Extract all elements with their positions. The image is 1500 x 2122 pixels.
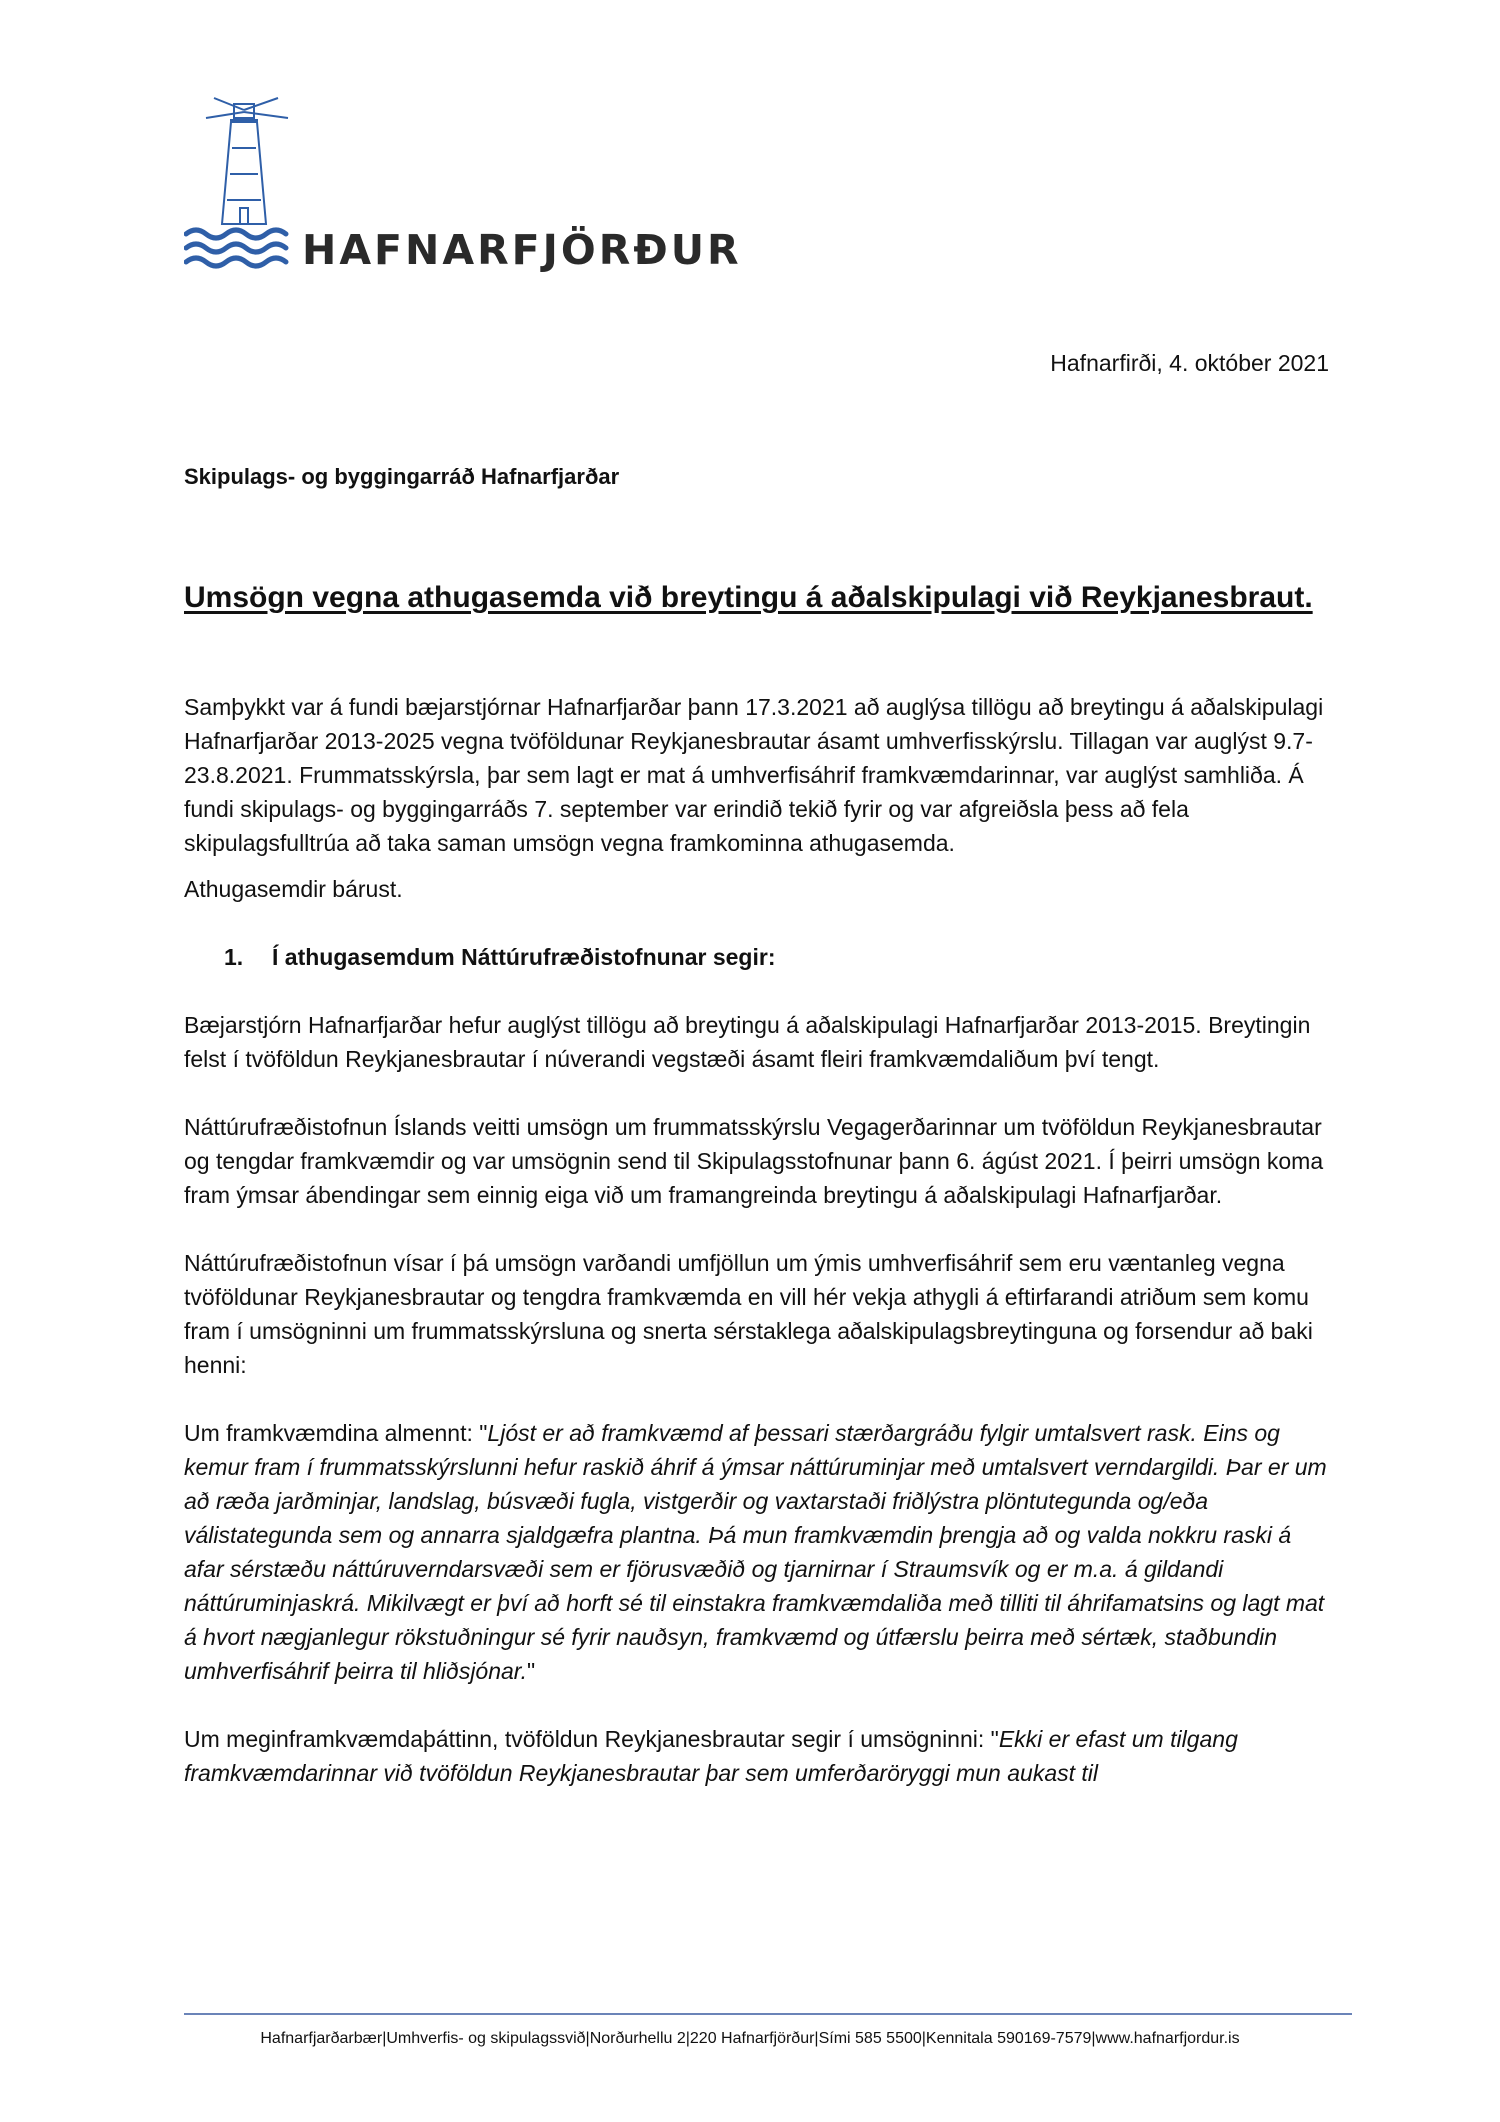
paragraph-main-component-quote [184,1722,1334,1790]
list-heading-text: Í athugasemdum Náttúrufræðistofnunar segir: [272,944,776,970]
quote-text: Ekki er efast um tilgang framkvæmdarinnar við tvöföldun Reykjanesbrautar þar sem umferðaröryggi mun aukast til [184,1726,1238,1786]
recipient: Skipulags- og byggingarráð Hafnarfjarðar [184,464,620,489]
footer-contact: Hafnarfjarðarbær|Umhverfis- og skipulagssvið|Norðurhellu 2|220 Hafnarfjörður|Sími 585 5500|Kennitala 590169-7579|www.hafnarfjordur.is [260,2030,1240,2047]
paragraph-comments-received: Athugasemdir bárust. [184,876,403,902]
letter-body [184,690,1334,1790]
logo-wordmark: HAFNARFJÖRÐUR [302,226,742,274]
quote-lead: Um meginframkvæmdaþáttinn, tvöföldun Reykjanesbrautar segir í umsögninni: " [184,1726,999,1752]
hafnarfjordur-logo [184,96,742,286]
quote-text: Ljóst er að framkvæmd af þessari stærðargráðu fylgir umtalsvert rask. Eins og kemur fram í frummatsskýrslunni hefur raskið áhrif á ýmsar náttúruminjar með umtalsvert verndargildi. Þar er um að ræða jarðminjar, landslag, búsvæði fugla, vistgerðir og vaxtarstaði friðlýstra plöntutegunda og/eða válistategunda sem og annarra sjaldgæfra plantna. Þá mun framkvæmdin þrengja að og valda nokkru raski á afar sérstæðu náttúruverndarsvæði sem er fjörusvæðið og tjarnirnar í Straumsvík og er m.a. á gildandi náttúruminjaskrá. Mikilvægt er því að horft sé til einstakra framkvæmdaliða með tilliti til áhrifamatsins og lagt mat á hvort nægjanlegur rökstuðningur sé fyrir nauðsyn, framkvæmd og útfærslu þeirra með sértæk, staðbundin umhverfisáhrif þeirra til hliðsjónar. [184,1420,1327,1684]
paragraph-intro: Samþykkt var á fundi bæjarstjórnar Hafnarfjarðar þann 17.3.2021 að auglýsa tillögu að breytingu á aðalskipulagi Hafnarfjarðar 2013-2025 vegna tvöföldunar Reykjanesbrautar ásamt umhverfisskýrslu. Tillagan var auglýst 9.7-23.8.2021. Frummatsskýrsla, þar sem lagt er mat á umhverfisáhrif framkvæmdarinnar, var auglýst samhliða. Á fundi skipulags- og byggingarráðs 7. september var erindið tekið fyrir og var afgreiðsla þess að fela skipulagsfulltrúa að taka saman umsögn vegna framkominna athugasemda. [184,694,1324,856]
paragraph-review: Náttúrufræðistofnun Íslands veitti umsögn um frummatsskýrslu Vegagerðarinnar um tvöföldun Reykjanesbrautar og tengdar framkvæmdir og var umsögnin send til Skipulagsstofnunar þann 6. ágúst 2021. Í þeirri umsögn koma fram ýmsar ábendingar sem einnig eiga við um framangreinda breytingu á aðalskipulagi Hafnarfjarðar. [184,1114,1324,1208]
lighthouse-icon [184,96,304,286]
paragraph-reference: Náttúrufræðistofnun vísar í þá umsögn varðandi umfjöllun um ýmis umhverfisáhrif sem eru væntanleg vegna tvöföldunar Reykjanesbrautar og tengdra framkvæmda en vill hér vekja athygli á eftirfarandi atriðum sem komu fram í umsögninni um frummatsskýrsluna og snerta sérstaklega aðalskipulagsbreytinguna og forsendur að baki henni: [184,1250,1313,1378]
quote-lead: Um framkvæmdina almennt: " [184,1420,488,1446]
letter-date: Hafnarfirði, 4. október 2021 [1050,350,1329,376]
paragraph-proposal: Bæjarstjórn Hafnarfjarðar hefur auglýst tillögu að breytingu á aðalskipulagi Hafnarfjarðar 2013-2015. Breytingin felst í tvöföldun Reykjanesbrautar í núverandi vegstæði ásamt fleiri framkvæmdaliðum því tengt. [184,1012,1311,1072]
list-number: 1. [224,944,244,970]
list-heading [184,940,1334,974]
quote-close: " [527,1658,536,1684]
paragraph-general-quote [184,1416,1334,1688]
footer-divider [184,2013,1352,2015]
letter-title: Umsögn vegna athugasemda við breytingu á aðalskipulagi við Reykjanesbraut. [184,581,1313,614]
